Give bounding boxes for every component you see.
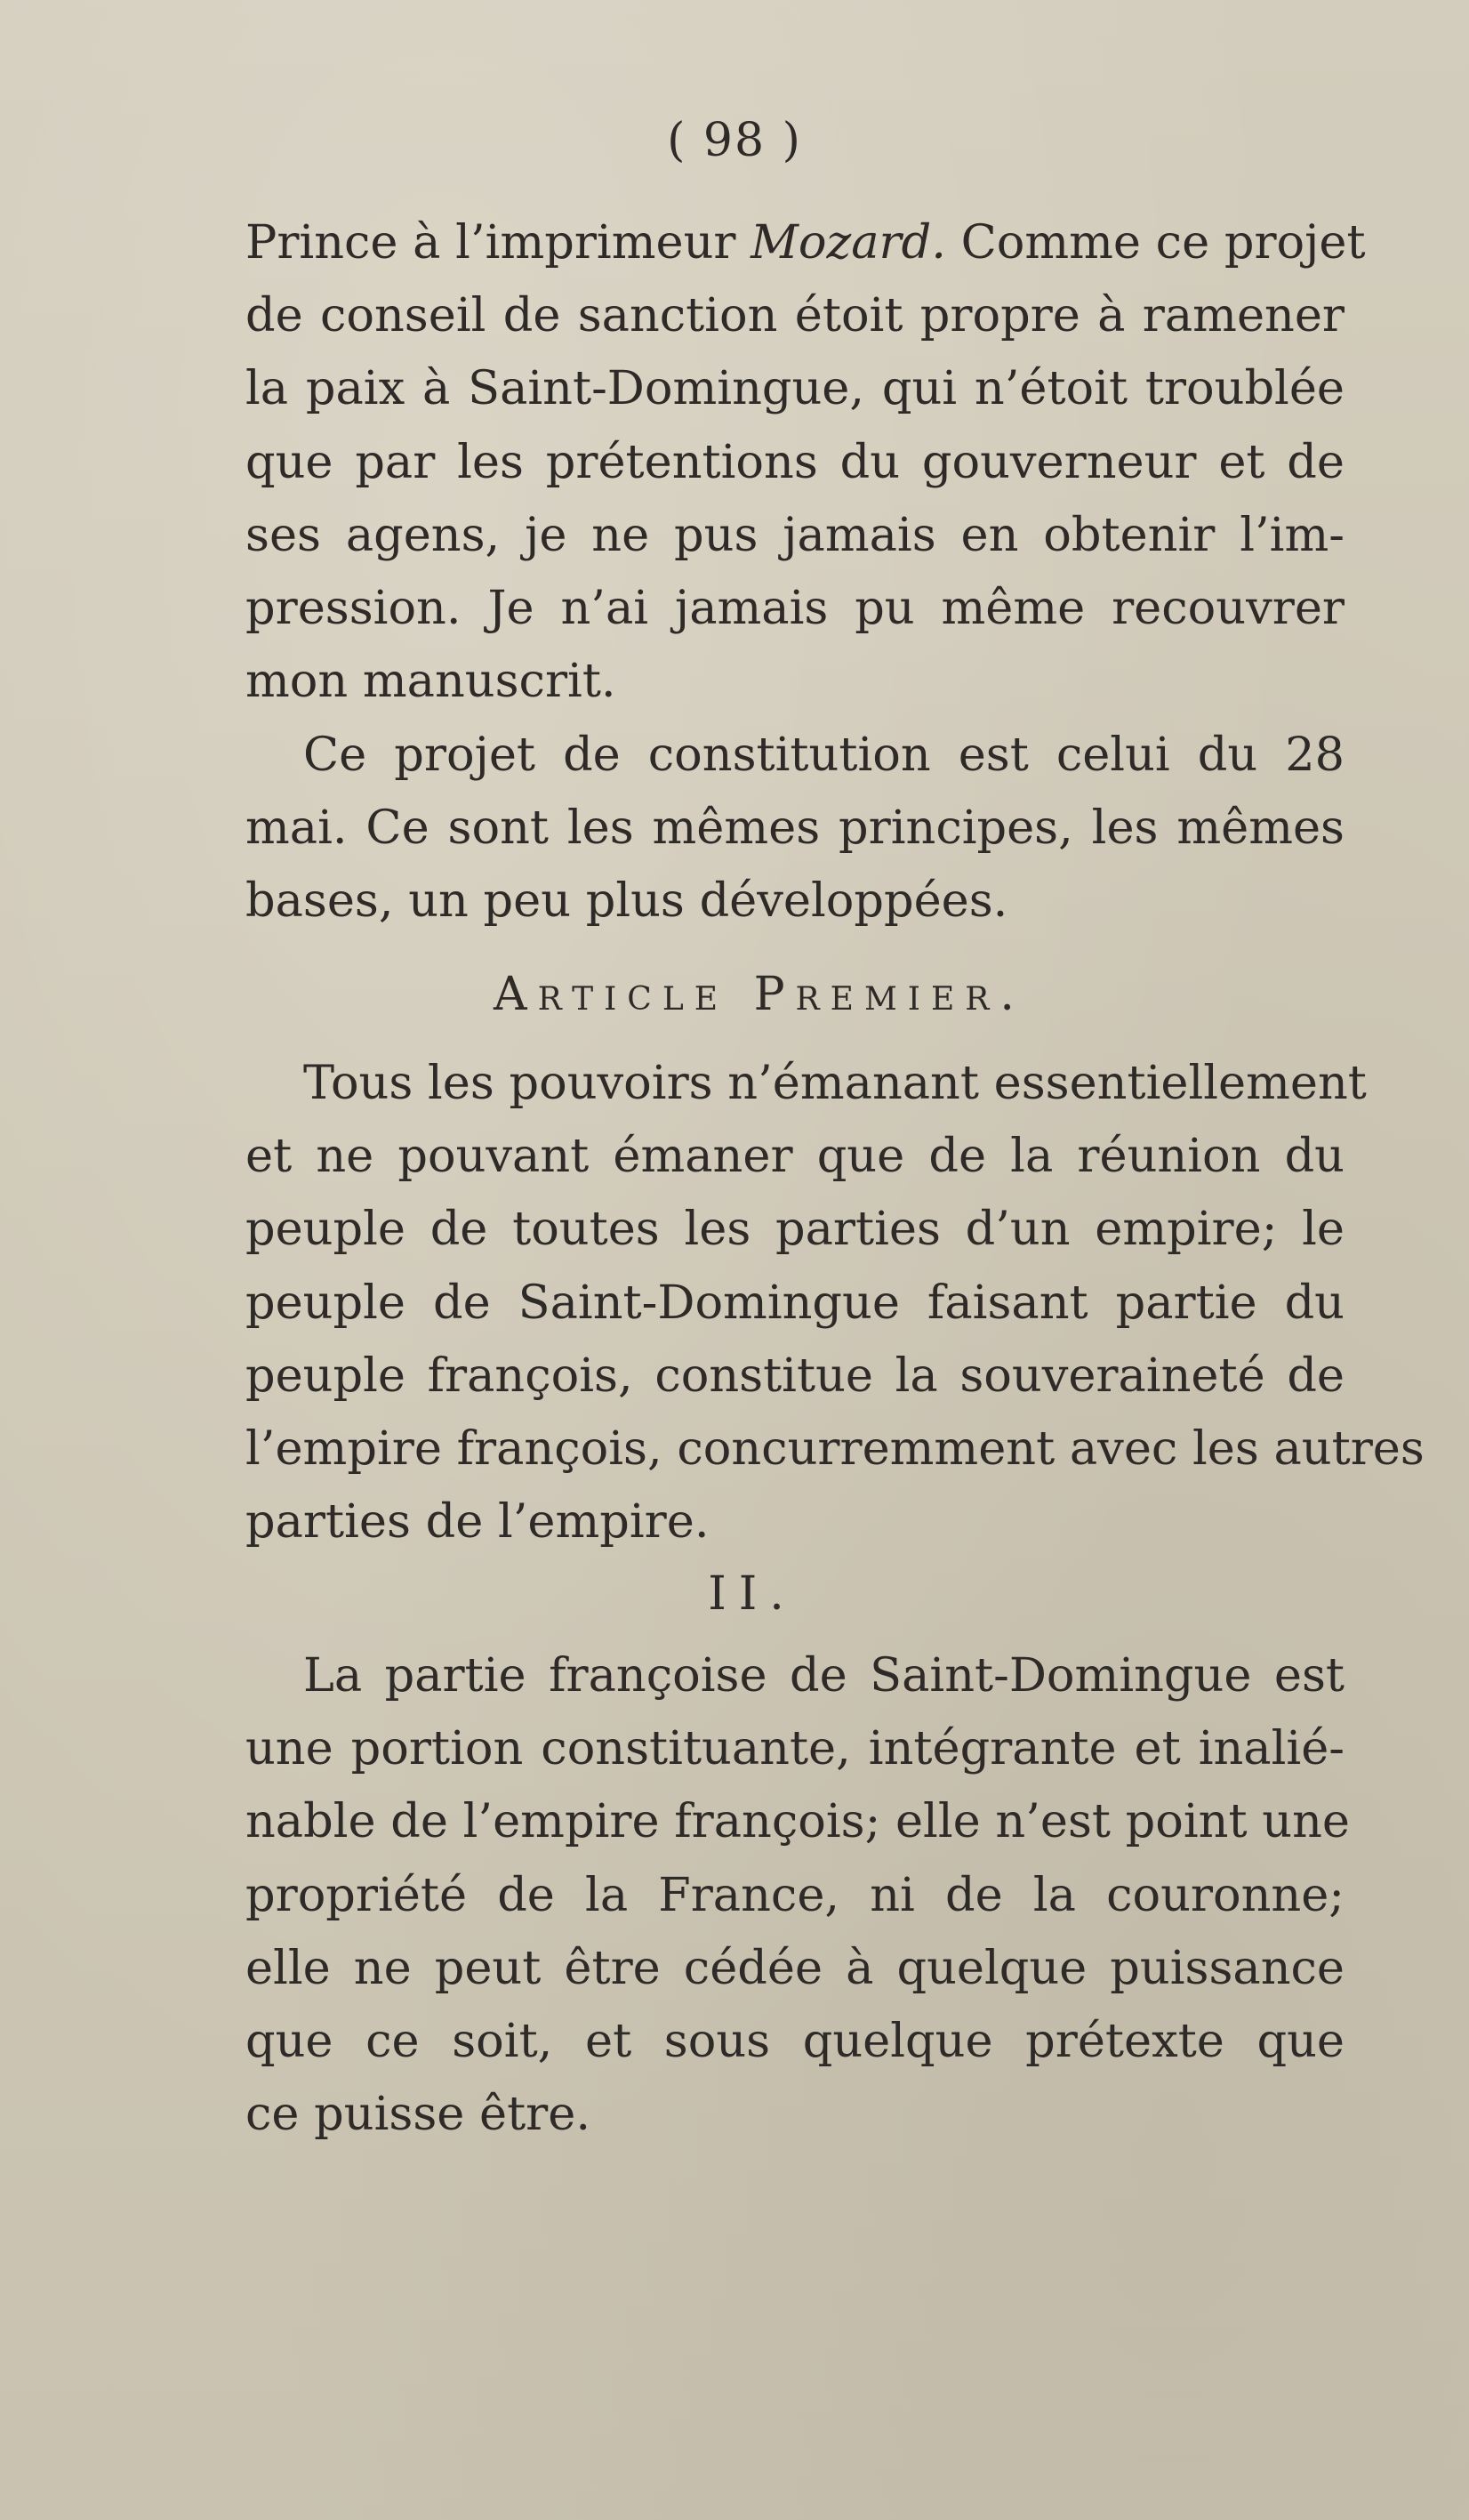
text-line: et ne pouvant émaner que de la réunion du xyxy=(245,1129,1345,1184)
text-line xyxy=(245,206,1366,279)
line-segment: Comme ce projet xyxy=(945,215,1366,270)
text-line: Tous les pouvoirs n’émanant essentiellement xyxy=(303,1056,1367,1110)
text-line: La partie françoise de Saint-Domingue est xyxy=(303,1648,1345,1703)
text-line: peuple françois, constitue la souveraineté de xyxy=(245,1348,1345,1403)
text-line: la paix à Saint-Domingue, qui n’étoit troublée xyxy=(245,361,1345,416)
page-number: ( 98 ) xyxy=(667,114,802,167)
paragraph-continuation xyxy=(245,206,1366,718)
text-line: elle ne peut être cédée à quelque puissance xyxy=(245,1940,1345,1995)
text-line: de conseil de sanction étoit propre à ramener xyxy=(245,288,1345,343)
text-line: ce puisse être. xyxy=(245,2087,591,2142)
text-line: propriété de la France, ni de la couronne; xyxy=(245,1867,1345,1922)
text-line: mon manuscrit. xyxy=(245,654,616,709)
text-line: Ce projet de constitution est celui du 28 xyxy=(303,728,1345,782)
text-line: pression. Je n’ai jamais pu même recouvrer xyxy=(245,581,1345,636)
text-line: parties de l’empire. xyxy=(245,1494,710,1550)
section-heading: II. xyxy=(708,1567,797,1621)
article-heading xyxy=(0,968,1469,1021)
paragraph-constitution-note xyxy=(245,719,1345,938)
text-line: mai. Ce sont les mêmes principes, les mêmes xyxy=(245,801,1345,856)
text-line: peuple de toutes les parties d’un empire; le xyxy=(245,1202,1345,1257)
line-segment: Prince à l’imprimeur xyxy=(245,215,751,270)
article-1-text xyxy=(245,1047,1425,1558)
text-line: que ce soit, et sous quelque prétexte que xyxy=(245,2014,1345,2069)
printer-name: Mozard. xyxy=(751,215,946,270)
article-heading-text: Article Premier. xyxy=(494,968,1025,1021)
text-line: ses agens, je ne pus jamais en obtenir l’im- xyxy=(245,507,1345,562)
text-line: l’empire françois, concurremment avec les autres xyxy=(245,1421,1425,1477)
text-line: bases, un peu plus développées. xyxy=(245,874,1008,929)
text-line: que par les prétentions du gouverneur et de xyxy=(245,434,1345,489)
text-line: peuple de Saint-Domingue faisant partie du xyxy=(245,1275,1345,1330)
text-line: une portion constituante, intégrante et inalié- xyxy=(245,1721,1345,1776)
article-2-text xyxy=(245,1639,1350,2151)
text-line: nable de l’empire françois; elle n’est point une xyxy=(245,1794,1350,1849)
